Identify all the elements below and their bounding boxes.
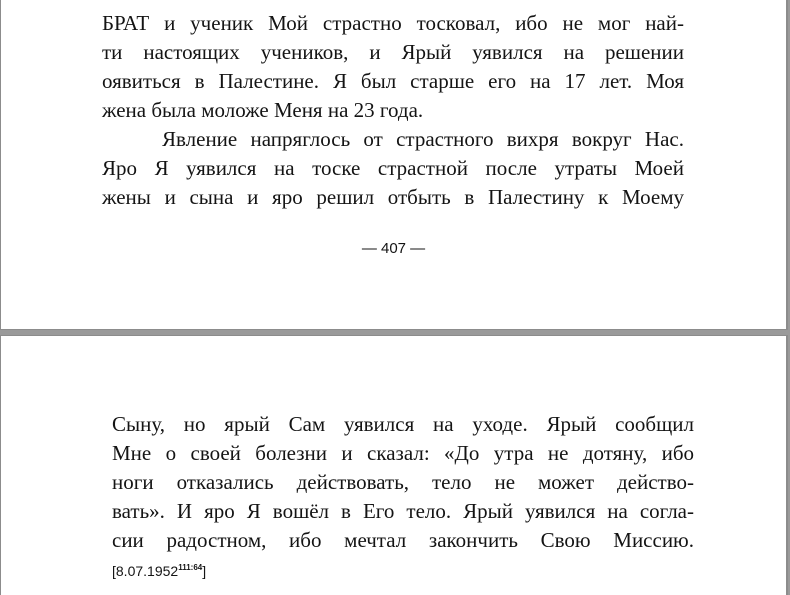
text-line: оявиться в Палестине. Я был старше его на 17 лет. Моя — [102, 69, 684, 93]
paragraph-1 — [102, 9, 684, 125]
top-page-text — [102, 9, 684, 212]
text-line: сии радостном, ибо мечтал закончить Свою Миссию. — [112, 528, 694, 552]
date-bracket-close: ] — [202, 563, 207, 579]
date-text: 8.07.1952 — [115, 563, 179, 579]
paragraph-3 — [112, 410, 694, 555]
text-line: вать». И яро Я вошёл в Его тело. Ярый уявился на согла- — [112, 499, 694, 523]
text-line: ноги отказались действовать, тело не может действо- — [112, 470, 694, 494]
bottom-page-text — [112, 410, 694, 581]
text-line: жена была моложе Меня на 23 года. — [102, 98, 424, 122]
text-line: жены и сына и яро решил отбыть в Палестину к Моему — [102, 185, 684, 209]
date-superscript: 111:64 — [178, 563, 203, 572]
text-line: ти настоящих учеников, и Ярый уявился на решении — [102, 40, 684, 64]
text-line: Сыну, но ярый Сам уявился на уходе. Ярый сообщил — [112, 412, 694, 436]
paragraph-2 — [102, 125, 684, 212]
bottom-page — [0, 335, 788, 595]
date-bracket-open: [ — [112, 563, 116, 579]
text-line: БРАТ и ученик Мой страстно тосковал, ибо не мог най- — [102, 11, 684, 35]
page-number: — 407 — — [361, 240, 426, 257]
text-line: Яро Я уявился на тоске страстной после утраты Моей — [102, 156, 684, 180]
text-line: Явление напряглось от страстного вихря вокруг Нас. — [162, 127, 684, 151]
text-line: Мне о своей болезни и сказал: «До утра не дотяну, ибо — [112, 441, 694, 465]
date-reference — [112, 558, 694, 581]
